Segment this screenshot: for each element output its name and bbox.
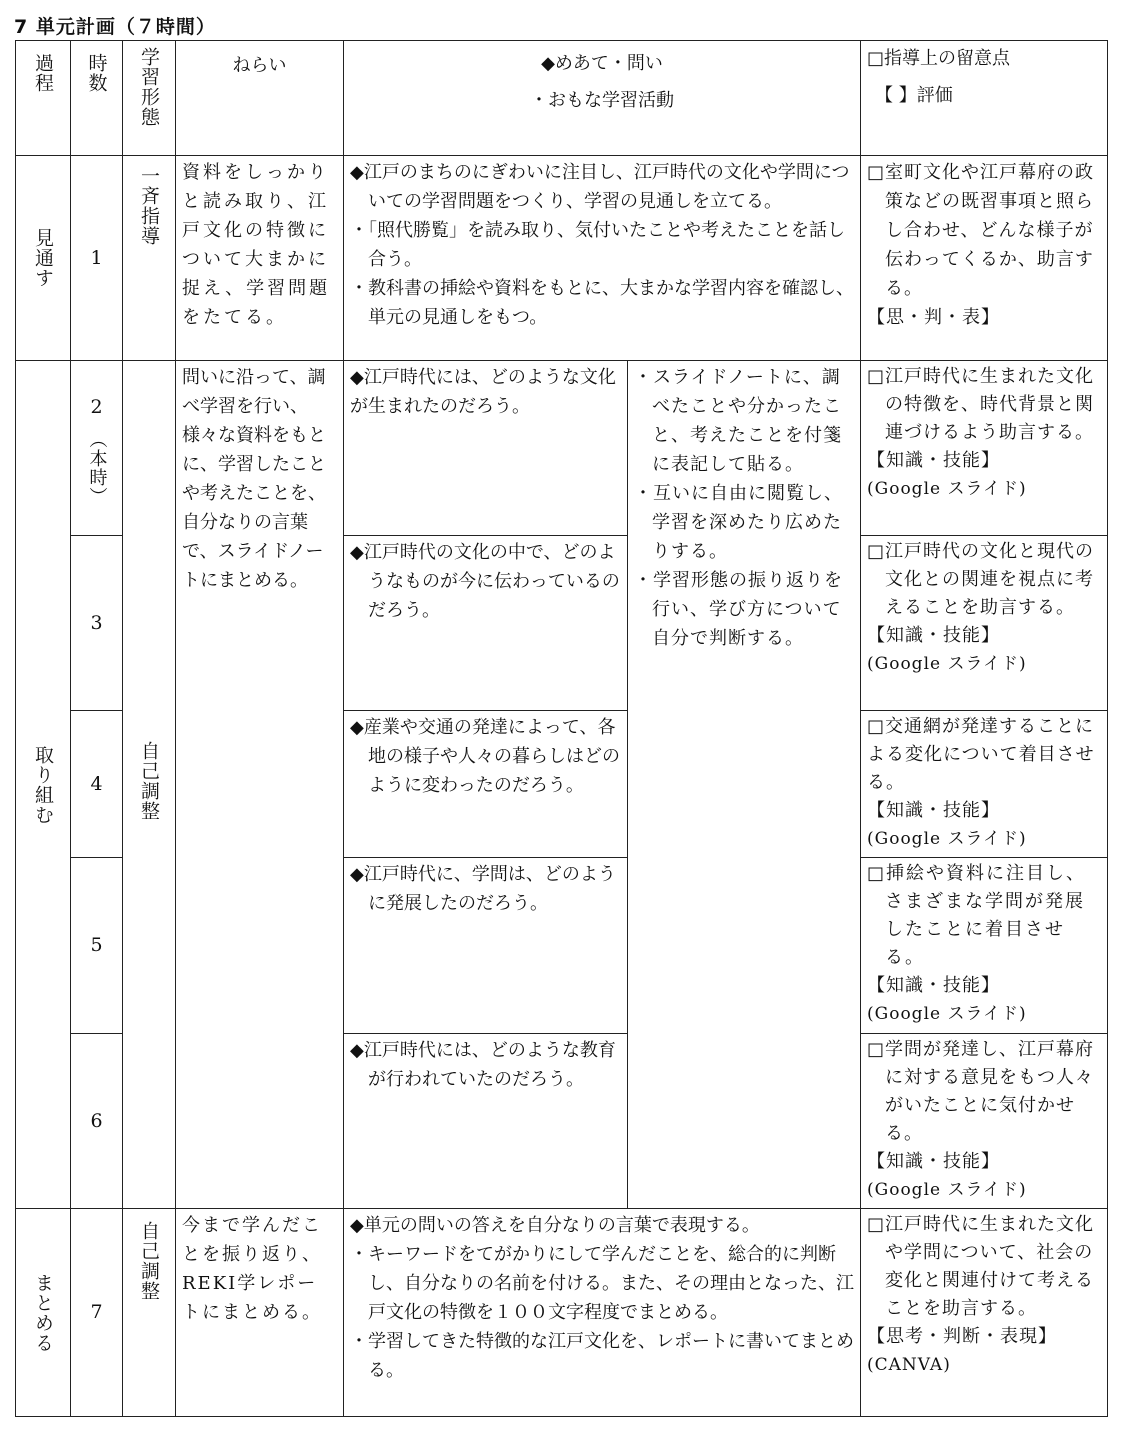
question-text: ◆江戸時代には、どのような教育が行われていたのだろう。 — [350, 1040, 616, 1090]
note-4 — [860, 710, 1108, 858]
header-form-label: 学習形態 — [138, 47, 160, 127]
note-eval: 【知識・技能】 — [867, 975, 1000, 996]
header-hours-label: 時数 — [85, 53, 108, 93]
phase-matomeru — [15, 1208, 71, 1417]
note-7 — [860, 1208, 1108, 1417]
header-aim-label: ねらい — [232, 55, 287, 76]
note-1 — [860, 155, 1108, 361]
aim-text: 今まで学んだことを振り返り、REKI学レポートにまとめる。 — [182, 1215, 322, 1323]
unit-plan-table — [15, 40, 1108, 1417]
question-2 — [343, 360, 628, 536]
header-notes-line2: 【 】評価 — [875, 85, 953, 106]
phase-mitoosu — [15, 155, 71, 361]
note-text: □交通網が発達することによる変化について着目させる。 — [867, 716, 1095, 793]
note-text: □江戸時代に生まれた文化の特徴を、時代背景と関連づけるよう助言する。 — [867, 366, 1095, 443]
note-2 — [860, 360, 1108, 536]
header-process — [15, 40, 71, 156]
note-eval: 【知識・技能】 — [867, 625, 1000, 646]
section-title: 7 単元計画（７時間） — [14, 16, 216, 38]
note-tool: (Google スライド) — [867, 829, 1027, 849]
hour-4 — [70, 710, 123, 858]
hour-6 — [70, 1033, 123, 1209]
header-hours — [70, 40, 123, 156]
hour-label: 7 — [90, 1301, 103, 1323]
header-goal-line1: ◆めあて・問い — [541, 53, 663, 74]
phase-label: 取り組む — [32, 744, 54, 825]
phase-torikumu — [15, 360, 71, 1209]
activity-question: ◆単元の問いの答えを自分なりの言葉で表現する。 — [350, 1215, 760, 1236]
activity-item: ・教科書の挿絵や資料をもとに、大まかな学習内容を確認し、単元の見通しをもつ。 — [350, 278, 854, 328]
hour-2 — [70, 360, 123, 536]
activity-7 — [343, 1208, 861, 1417]
header-notes — [860, 40, 1108, 156]
current-lesson-note: （本時） — [86, 430, 108, 506]
note-eval: 【知識・技能】 — [867, 1151, 1000, 1172]
note-6 — [860, 1033, 1108, 1209]
activity-shared — [627, 360, 861, 1209]
activity-item: ・スライドノートに、調べたことや分かったこと、考えたことを付箋に表記して貼る。 — [634, 367, 842, 475]
header-aim — [175, 40, 344, 156]
header-form — [122, 40, 176, 156]
phase-label: 見通す — [32, 228, 54, 288]
header-goal — [343, 40, 861, 156]
hour-label: 4 — [90, 772, 103, 795]
hour-label: 6 — [90, 1109, 103, 1132]
note-3 — [860, 535, 1108, 711]
phase-label: まとめる — [32, 1272, 54, 1353]
activity-1 — [343, 155, 861, 361]
aim-text: 問いに沿って、調べ学習を行い、様々な資料をもとに、学習したことや考えたことを、自分なりの言葉で、スライドノートにまとめる。 — [182, 367, 326, 591]
header-notes-line1: □指導上の留意点 — [867, 48, 1011, 69]
question-text: ◆江戸時代に、学問は、どのように発展したのだろう。 — [350, 864, 616, 914]
activity-item: ・学習してきた特徴的な江戸文化を、レポートに書いてまとめる。 — [350, 1331, 854, 1381]
question-text: ◆産業や交通の発達によって、各地の様子や人々の暮らしはどのように変わったのだろう。 — [350, 717, 620, 796]
note-eval: 【思考・判断・表現】 — [867, 1326, 1057, 1347]
form-label: 自己調整 — [138, 1221, 160, 1301]
form-jiko-1 — [122, 360, 176, 1209]
question-5 — [343, 857, 628, 1034]
header-process-label: 過程 — [32, 53, 54, 93]
note-tool: (Google スライド) — [867, 1004, 1027, 1024]
question-6 — [343, 1033, 628, 1209]
hour-label: 3 — [90, 611, 103, 634]
activity-item: ・キーワードをてがかりにして学んだことを、総合的に判断し、自分なりの名前を付ける。また、その理由となった、江戸文化の特徴を１００文字程度でまとめる。 — [350, 1244, 854, 1323]
aim-2 — [175, 360, 344, 1209]
note-eval: 【知識・技能】 — [867, 450, 1000, 471]
note-text: □江戸時代に生まれた文化や学問について、社会の変化と関連付けて考えることを助言する。 — [867, 1214, 1095, 1319]
note-text: □挿絵や資料に注目し、さまざまな学問が発展したことに着目させる。 — [867, 863, 1087, 968]
note-eval: 【思・判・表】 — [867, 307, 1000, 328]
form-label: 自己調整 — [138, 741, 160, 821]
aim-text: 資料をしっかりと読み取り、江戸文化の特徴について大まかに捉え、学習問題をたてる。 — [182, 162, 331, 328]
note-tool: (Google スライド) — [867, 654, 1027, 674]
hour-7 — [70, 1208, 123, 1417]
form-issei — [122, 155, 176, 361]
hour-3 — [70, 535, 123, 711]
activity-item: ・「照代勝覧」を読み取り、気付いたことや考えたことを話し合う。 — [350, 220, 845, 270]
form-label: 一斉指導 — [138, 166, 160, 246]
activity-item: ・学習形態の振り返りを行い、学び方について自分で判断する。 — [634, 570, 843, 649]
header-goal-line2: ・おもな学習活動 — [530, 90, 674, 111]
hour-label: 5 — [90, 934, 103, 956]
note-text: □室町文化や江戸幕府の政策などの既習事項と照らし合わせ、どんな様子が伝わってくるか、助言する。 — [867, 162, 1095, 299]
hour-label: 2 — [90, 396, 103, 418]
question-4 — [343, 710, 628, 858]
note-tool: (Google スライド) — [867, 1180, 1027, 1200]
note-tool: (Google スライド) — [867, 479, 1027, 499]
activity-question: ◆江戸のまちのにぎわいに注目し、江戸時代の文化や学問についての学習問題をつくり、学習の見通しを立てる。 — [350, 162, 850, 212]
note-eval: 【知識・技能】 — [867, 800, 1000, 821]
hour-5 — [70, 857, 123, 1034]
question-text: ◆江戸時代には、どのような文化が生まれたのだろう。 — [350, 367, 616, 417]
form-jiko-2 — [122, 1208, 176, 1417]
aim-7 — [175, 1208, 344, 1417]
note-text: □学問が発達し、江戸幕府に対する意見をもつ人々がいたことに気付かせる。 — [867, 1039, 1095, 1144]
note-tool: (CANVA) — [867, 1355, 951, 1375]
hour-label: 1 — [90, 246, 103, 269]
hour-1 — [70, 155, 123, 361]
aim-1 — [175, 155, 344, 361]
activity-item: ・互いに自由に閲覧し、学習を深めたり広めたりする。 — [634, 483, 843, 562]
note-text: □江戸時代の文化と現代の文化との関連を視点に考えることを助言する。 — [867, 541, 1095, 618]
note-5 — [860, 857, 1108, 1034]
question-3 — [343, 535, 628, 711]
question-text: ◆江戸時代の文化の中で、どのようなものが今に伝わっているのだろう。 — [350, 542, 620, 621]
